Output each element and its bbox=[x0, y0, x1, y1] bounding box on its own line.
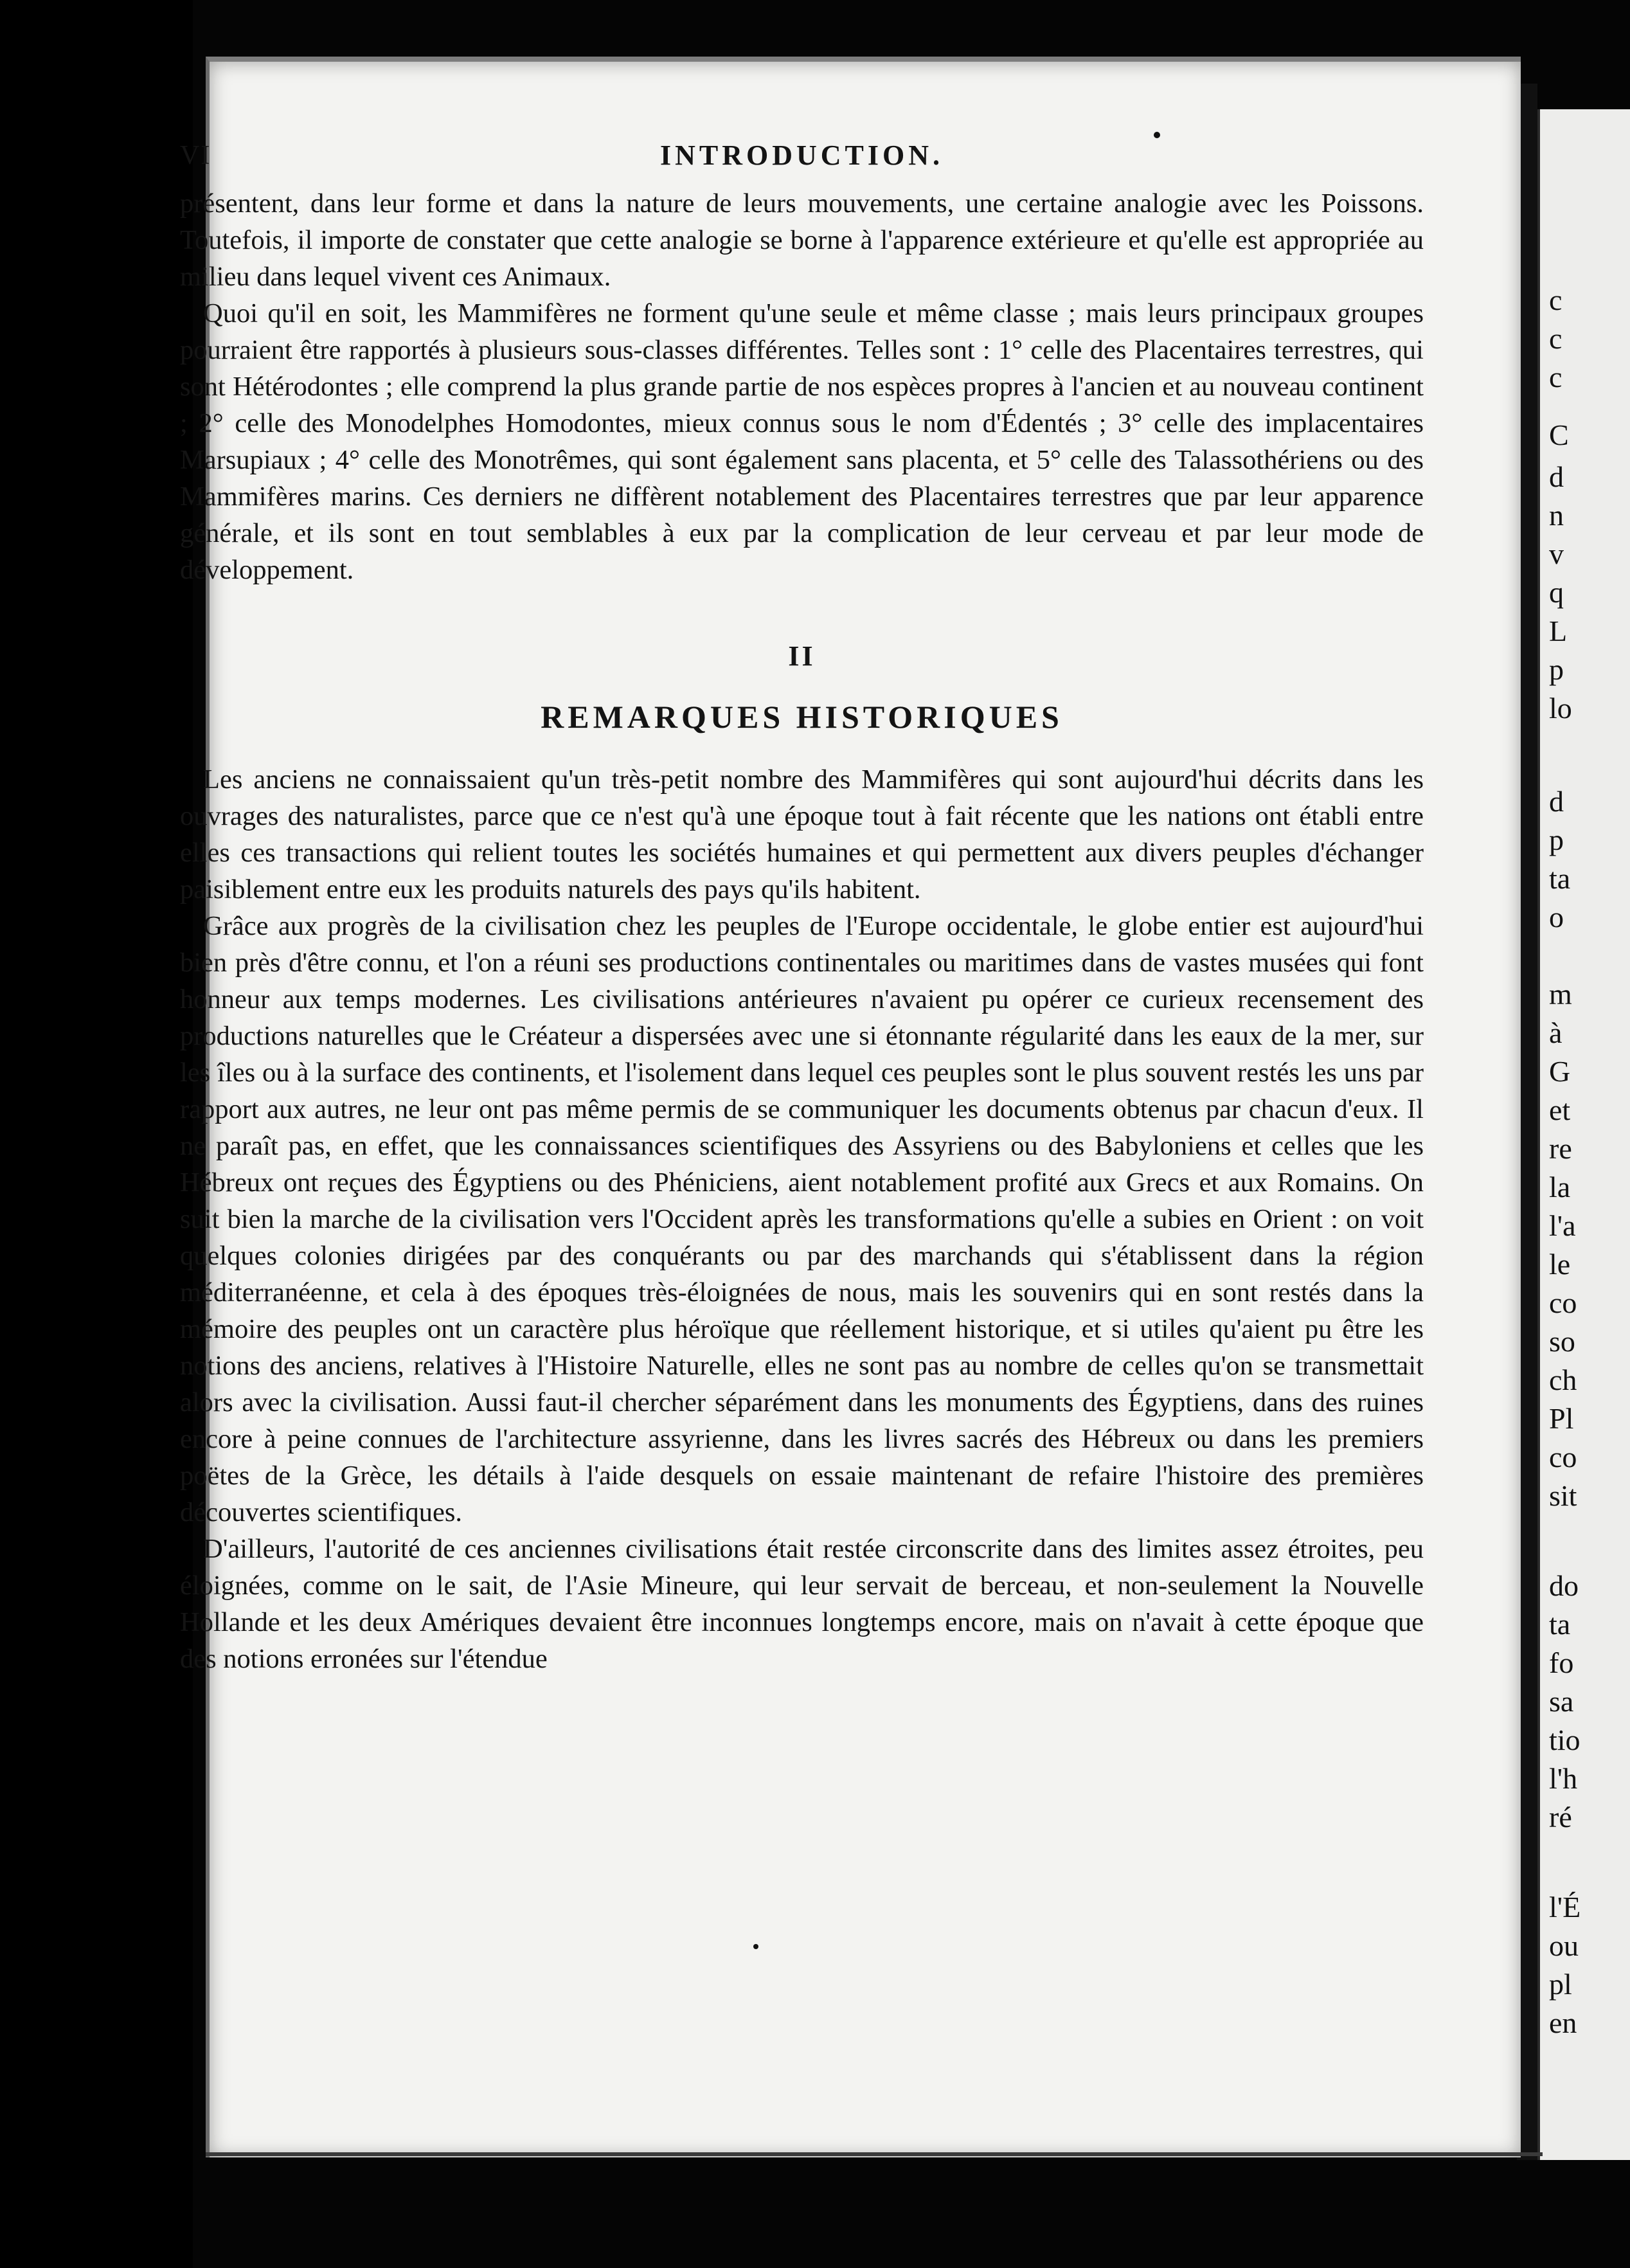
facing-page-fragment: sit bbox=[1549, 1479, 1577, 1512]
facing-page-fragment: m bbox=[1549, 978, 1572, 1011]
facing-page-fragment: ta bbox=[1549, 1608, 1571, 1641]
facing-page-fragment: l'h bbox=[1549, 1762, 1578, 1795]
scan-left-margin bbox=[0, 0, 193, 2268]
facing-page-fragment: q bbox=[1549, 576, 1564, 609]
facing-page-fragment: re bbox=[1549, 1132, 1572, 1165]
facing-page-fragment: Pl bbox=[1549, 1402, 1574, 1435]
facing-page-fragment: ta bbox=[1549, 862, 1571, 895]
paragraph: Les anciens ne connaissaient qu'un très-petit nombre des Mammifères qui sont aujourd'hui décrits dans les ouvrages des naturalistes, parce que ce n'est qu'à une époque tout à fait récente que les nations ont établi entre elles ces transactions qui relient toutes les sociétés humaines et qui permettent aux divers peuples d'échanger paisiblement entre eux les produits naturels des pays qu'ils habitent. bbox=[180, 764, 1424, 905]
facing-page-fragment: v bbox=[1549, 537, 1564, 570]
facing-page-fragment: c bbox=[1549, 361, 1563, 393]
facing-page-fragment: à bbox=[1549, 1016, 1563, 1049]
facing-page-fragment: d bbox=[1549, 460, 1564, 493]
facing-page-fragment: sa bbox=[1549, 1685, 1574, 1718]
facing-page-fragment: ch bbox=[1549, 1364, 1577, 1396]
page-text-block bbox=[180, 135, 1424, 1677]
running-head bbox=[180, 135, 1424, 180]
facing-page-fragment: p bbox=[1549, 653, 1564, 686]
print-speck bbox=[753, 1944, 758, 1949]
facing-page-fragment: c bbox=[1549, 284, 1563, 316]
facing-page-fragment: en bbox=[1549, 2006, 1577, 2039]
facing-page-fragment: d bbox=[1549, 785, 1564, 818]
paragraph: D'ailleurs, l'autorité de ces anciennes civilisations était restée circonscrite dans des limites assez étroites, peu éloignées, comme on le sait, de l'Asie Mineure, qui leur servait de berceau, et non-seulement la Nouvelle Hollande et les deux Amériques devaient être inconnues longtemps encore, mais on n'avait à cette époque que des notions erronées sur l'étendue bbox=[180, 1534, 1424, 1674]
facing-page-fragment: fo bbox=[1549, 1646, 1574, 1679]
running-title: INTRODUCTION. bbox=[659, 140, 944, 171]
page-bottom-edge bbox=[206, 2152, 1543, 2156]
facing-page-fragment: C bbox=[1549, 419, 1569, 451]
facing-page-fragment: tio bbox=[1549, 1724, 1581, 1756]
facing-page-fragment: la bbox=[1549, 1171, 1571, 1203]
paragraph: Quoi qu'il en soit, les Mammifères ne forment qu'une seule et même classe ; mais leurs principaux groupes pourraient être rapportés à plusieurs sous-classes différentes. Telles sont : 1° celle des Placentaires terrestres, qui sont Hétérodontes ; elle comprend la plus grande partie de nos espèces propres à l'ancien et au nouveau continent ; 2° celle des Monodelphes Homodontes, mieux connus sous le nom d'Édentés ; 3° celle des implacentaires Marsupiaux ; 4° celle des Monotrêmes, qui sont également sans placenta, et 5° celle des Talassothériens ou des Mammifères marins. Ces derniers ne diffèrent notablement des Placentaires terrestres que par leur apparence générale, et ils sont en tout semblables à eux par la complication de leur cerveau et par leur mode de développement. bbox=[180, 298, 1424, 585]
facing-page-fragment: lo bbox=[1549, 692, 1572, 724]
section-number: II bbox=[788, 640, 816, 672]
facing-page-fragment: l'a bbox=[1549, 1209, 1576, 1242]
facing-page-fragment: o bbox=[1549, 901, 1564, 933]
facing-page-fragment: do bbox=[1549, 1569, 1579, 1602]
facing-page-fragment: ré bbox=[1549, 1801, 1572, 1833]
facing-page-fragment: n bbox=[1549, 499, 1564, 532]
facing-page-fragment: ou bbox=[1549, 1929, 1579, 1962]
facing-page-fragment: G bbox=[1549, 1055, 1571, 1088]
facing-page-fragment: pl bbox=[1549, 1968, 1572, 2001]
facing-page-fragment: co bbox=[1549, 1441, 1577, 1473]
paragraph: Grâce aux progrès de la civilisation chez les peuples de l'Europe occidentale, le globe entier est aujourd'hui bien près d'être connu, et l'on a réuni ses productions continentales ou maritimes dans de vastes musées qui font honneur aux temps modernes. Les civilisations antérieures n'avaient pu opérer ce curieux recensement des productions naturelles que le Créateur a dispersées avec une si étonnante régularité dans les eaux de la mer, sur les îles ou à la surface des continents, et l'isolement dans lequel ces peuples sont le plus souvent restés les uns par rapport aux autres, ne leur ont pas même permis de se communiquer les documents obtenus par chacun d'eux. Il ne paraît pas, en effet, que les connaissances scientifiques des Assyriens ou des Babyloniens et celles que les Hébreux ont reçues des Égyptiens ou des Phéniciens, aient notablement profité aux Grecs et aux Romains. On suit bien la marche de la civilisation vers l'Occident après les transformations qu'elle a subies en Orient : on voit quelques colonies dirigées par des conquérants ou par des marchands qui s'établissent dans la région méditerranéenne, et cela à des époques très-éloignées de nous, mais les souvenirs qui en sont restés dans la mémoire des peuples ont un caractère plus héroïque que réellement historique, et si utiles qu'aient pu être les notions des anciens, relatives à l'Histoire Naturelle, elles ne sont pas au nombre de celles qu'on se transmettait alors avec la civilisation. Aussi faut-il chercher séparément dans les monuments des Égyptiens, dans des ruines encore à peine connues de l'architecture assyrienne, dans les livres sacrés des Hébreux ou dans les premiers poëtes de la Grèce, les détails à l'aide desquels on essaie maintenant de refaire l'histoire des premières découvertes scientifiques. bbox=[180, 911, 1424, 1527]
facing-page-fragment: le bbox=[1549, 1248, 1571, 1281]
section-title: REMARQUES HISTORIQUES bbox=[541, 699, 1063, 735]
facing-page-fragment: p bbox=[1549, 824, 1564, 856]
facing-page-edge bbox=[1537, 109, 1630, 2160]
facing-page-fragment: so bbox=[1549, 1325, 1575, 1358]
facing-page-fragment: L bbox=[1549, 615, 1568, 647]
paragraph: présentent, dans leur forme et dans la nature de leurs mouvements, une certaine analogie avec les Poissons. Toutefois, il importe de constater que cette analogie se borne à l'apparence extérieure et qu'elle est appropriée au milieu dans lequel vivent ces Animaux. bbox=[180, 188, 1424, 292]
facing-page-fragment: co bbox=[1549, 1286, 1577, 1319]
page-number: VI bbox=[180, 141, 211, 170]
facing-page-fragment: c bbox=[1549, 322, 1563, 355]
facing-page-fragment: l'É bbox=[1549, 1891, 1581, 1923]
facing-page-fragment: et bbox=[1549, 1094, 1571, 1126]
